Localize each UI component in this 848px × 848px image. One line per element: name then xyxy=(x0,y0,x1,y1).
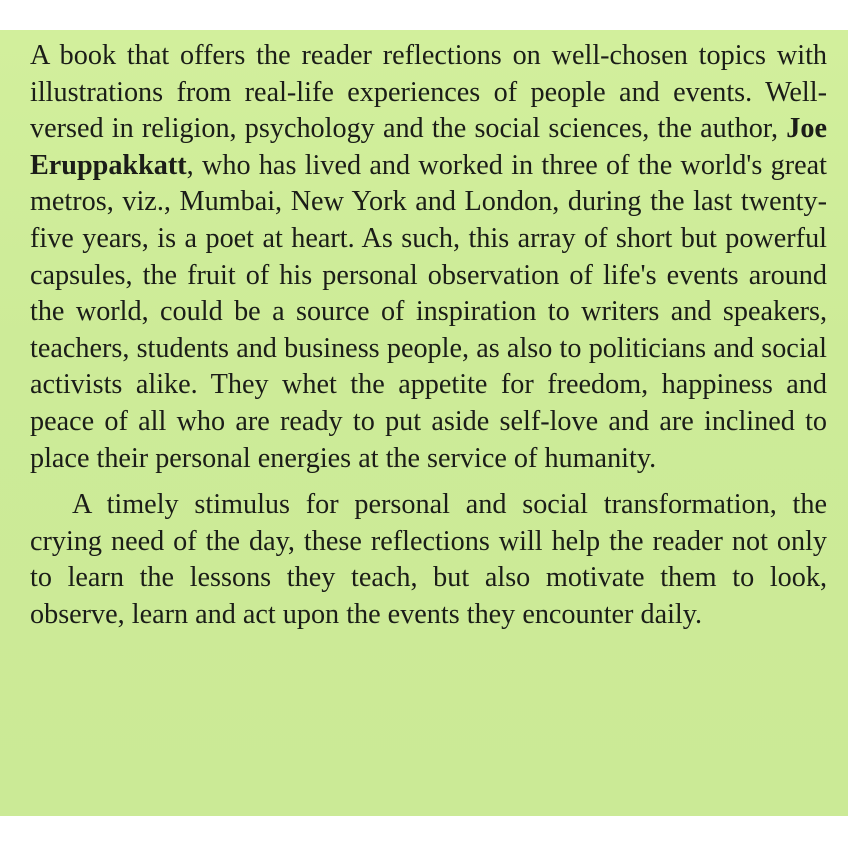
author-name: Joe Eruppakkatt xyxy=(30,113,827,181)
blurb-text xyxy=(30,38,827,634)
blurb-paragraph-2: A timely stimulus for personal and social transformation, the crying need of the day, these reflections will help the reader not only to learn the lessons they teach, but also motivate them to look, observe, learn and act upon the events they encounter daily. xyxy=(30,489,827,630)
blurb-paragraph-1 xyxy=(30,38,827,477)
blurb-paragraph-1-intro: A book that offers the reader reflections on well-chosen topics with illustrations from real-life experiences of people and events. Well-versed in religion, psychology and the social sciences, the author, xyxy=(30,40,827,145)
blurb-paragraph-1-rest: , who has lived and worked in three of the world's great metros, viz., Mumbai, New York and London, during the last twenty-five years, is a poet at heart. As such, this array of short but powerful capsules, the fruit of his personal observation of life's events around the world, could be a source of inspiration to writers and speakers, teachers, students and business people, as also to politicians and social activists alike. They whet the appetite for freedom, happiness and peace of all who are ready to put aside self-love and are inclined to place their personal energies at the service of humanity. xyxy=(30,149,827,474)
